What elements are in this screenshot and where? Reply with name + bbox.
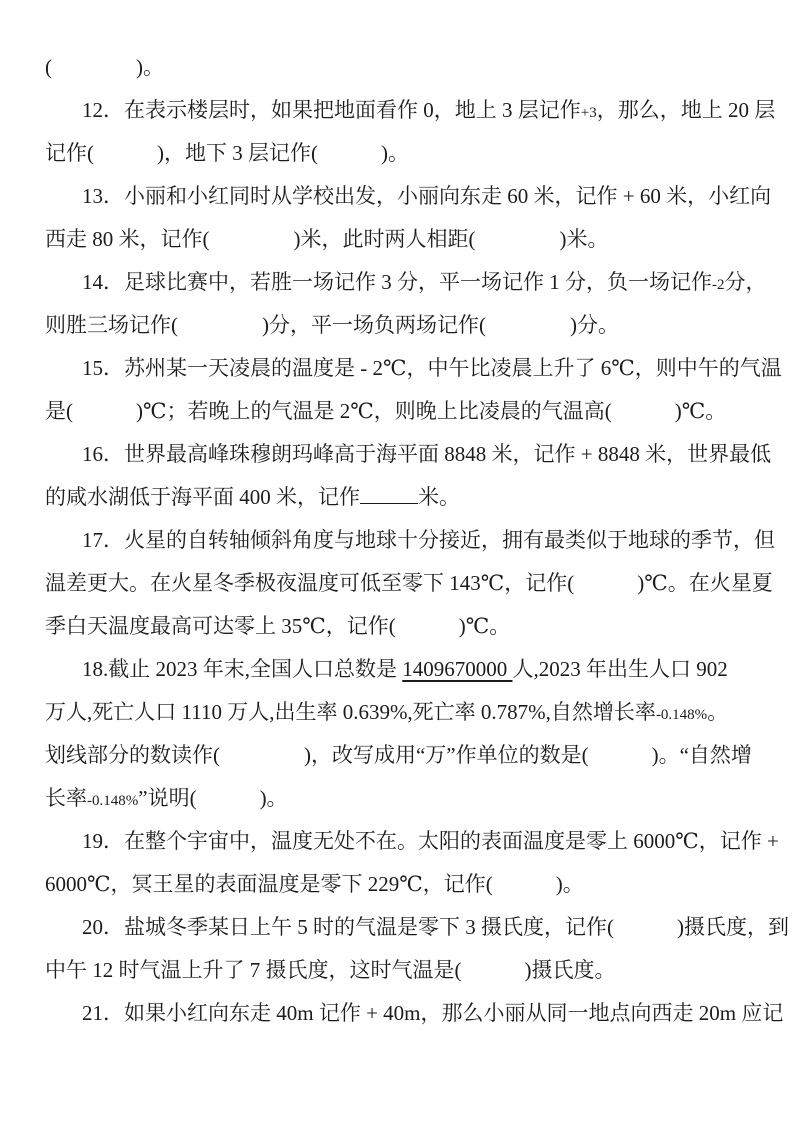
- question-17-line-3: [45, 605, 753, 648]
- small-growth-rate: -0.148%: [87, 793, 139, 809]
- text-segment: 万人,死亡人口 1110 万人,出生率 0.639%,死亡率 0.787%,自然增长率: [45, 700, 656, 724]
- small-plus-3: +3: [580, 105, 597, 121]
- underlined-population-number: 1409670000: [402, 657, 513, 681]
- text-segment: 长率: [45, 786, 87, 810]
- text-segment: 15．苏州某一天凌晨的温度是 - 2℃，中午比凌晨上升了 6℃，则中午的气温: [82, 356, 782, 380]
- small-minus-2: -2: [712, 277, 725, 293]
- text-segment: 16．世界最高峰珠穆朗玛峰高于海平面 8848 米，记作 + 8848 米，世界最低: [82, 442, 772, 466]
- text-segment: 分，: [724, 270, 767, 294]
- question-17-line-2: [45, 562, 773, 605]
- text-segment: 米。: [418, 485, 460, 509]
- question-20-line-1: [45, 906, 789, 949]
- question-19-line-1: [45, 820, 779, 863]
- text-segment: ，那么，地上 20 层: [596, 98, 776, 122]
- text-segment: 17．火星的自转轴倾斜角度与地球十分接近，拥有最类似于地球的季节，但: [82, 528, 775, 552]
- question-14-line-2: [45, 304, 753, 347]
- question-18-line-2: [45, 691, 753, 734]
- text-segment: 的咸水湖低于海平面 400 米，记作: [45, 485, 360, 509]
- text-segment: 西走 80 米，记作( )米，此时两人相距( )米。: [45, 227, 609, 251]
- text-segment: ( )。: [45, 55, 164, 79]
- text-segment: 12．在表示楼层时，如果把地面看作 0，地上 3 层记作: [82, 98, 581, 122]
- question-16-line-1: [45, 433, 772, 476]
- text-segment: 则胜三场记作( )分，平一场负两场记作( )分。: [45, 313, 619, 337]
- question-12-line-2: [45, 132, 753, 175]
- question-18-line-3: [45, 734, 753, 777]
- text-segment: 6000℃，冥王星的表面温度是零下 229℃，记作( )。: [45, 872, 584, 896]
- question-15-line-1: [45, 347, 782, 390]
- question-17-line-1: [45, 519, 775, 562]
- text-segment: 记作( )，地下 3 层记作( )。: [45, 141, 409, 165]
- answer-blank-underline: [360, 482, 418, 504]
- question-18-line-1: [45, 648, 753, 691]
- question-13-line-2: [45, 218, 753, 261]
- text-segment: 14．足球比赛中，若胜一场记作 3 分，平一场记作 1 分，负一场记作: [82, 270, 712, 294]
- question-19-line-2: [45, 863, 753, 906]
- question-12-line-1: [45, 89, 776, 132]
- question-11-answer-tail-line: [45, 46, 753, 89]
- text-segment: 人,2023 年出生人口 902: [512, 657, 728, 681]
- text-segment: 。: [707, 700, 729, 724]
- text-segment: 划线部分的数读作( )，改写成用“万”作单位的数是( )。“自然增: [45, 743, 752, 767]
- small-growth-rate: -0.148%: [655, 707, 708, 723]
- text-segment: 18.截止 2023 年末,全国人口总数是: [82, 657, 403, 681]
- text-segment: 20．盐城冬季某日上午 5 时的气温是零下 3 摄氏度，记作( )摄氏度，到: [82, 915, 789, 939]
- question-16-line-2: [45, 476, 753, 519]
- text-segment: 温差更大。在火星冬季极夜温度可低至零下 143℃，记作( )℃。在火星夏: [45, 571, 773, 595]
- text-segment: 21．如果小红向东走 40m 记作 + 40m，那么小丽从同一地点向西走 20m 应记: [82, 1001, 784, 1025]
- text-segment: 是( )℃；若晚上的气温是 2℃，则晚上比凌晨的气温高( )℃。: [45, 399, 727, 423]
- text-segment: 13．小丽和小红同时从学校出发，小丽向东走 60 米，记作 + 60 米，小红向: [82, 184, 772, 208]
- question-18-line-4: [45, 777, 753, 820]
- question-13-line-1: [45, 175, 772, 218]
- question-21-line-1: [45, 992, 784, 1035]
- question-15-line-2: [45, 390, 753, 433]
- text-segment: 19．在整个宇宙中，温度无处不在。太阳的表面温度是零上 6000℃，记作 +: [82, 829, 779, 853]
- question-14-line-1: [45, 261, 767, 304]
- text-segment: ”说明( )。: [138, 786, 288, 810]
- text-segment: 季白天温度最高可达零上 35℃，记作( )℃。: [45, 614, 511, 638]
- text-segment: 中午 12 时气温上升了 7 摄氏度，这时气温是( )摄氏度。: [45, 958, 616, 982]
- question-20-line-2: [45, 949, 753, 992]
